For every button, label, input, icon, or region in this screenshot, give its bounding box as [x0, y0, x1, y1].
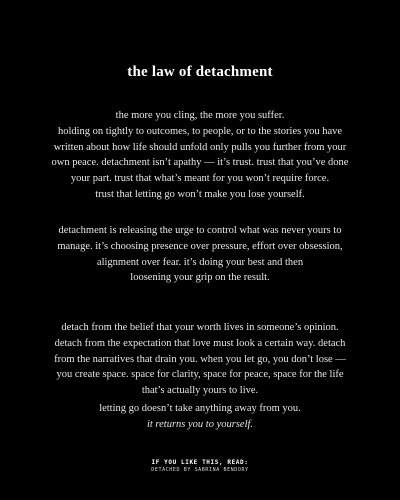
paragraph-line: that’s actually yours to live.	[141, 385, 259, 397]
read-prompt: IF YOU LIKE THIS, READ:	[151, 459, 249, 466]
paragraph-line: detach from the expectation that love must look a certain way. detach	[54, 337, 346, 349]
paragraph-2	[0, 223, 400, 286]
closing-line: it returns you to yourself.	[146, 418, 254, 430]
paragraph-1	[0, 108, 400, 203]
paragraph-line: from the narratives that drain you. when you let go, you don’t lose —	[54, 353, 346, 365]
paragraph-line: own peace. detachment isn’t apathy — it’s trust. trust that you’ve done	[51, 157, 349, 169]
page-title: the law of detachment	[127, 64, 273, 80]
book-credit: DETACHED BY SABRINA BENDORY	[151, 467, 249, 473]
paragraph-4	[0, 401, 400, 433]
paragraph-line: trust that letting go won’t make you lose yourself.	[95, 188, 305, 200]
paragraph-line: letting go doesn’t take anything away from you.	[99, 403, 301, 414]
paragraph-line: the more you cling, the more you suffer.	[115, 110, 285, 121]
paragraph-line: alignment over fear. it’s doing your best and then	[96, 256, 304, 268]
paragraph-line: holding on tightly to outcomes, to people, or to the stories you have	[57, 125, 343, 137]
paragraph-line: your part. trust that what’s meant for you won’t require force.	[70, 173, 330, 185]
paragraph-line: loosening your grip on the result.	[130, 272, 270, 284]
paragraph-line: manage. it’s choosing presence over pressure, effort over obsession,	[57, 240, 343, 252]
paragraph-3	[0, 320, 400, 399]
paragraph-line: written about how life should unfold only pulls you further from your	[53, 141, 347, 153]
paragraph-line: you create space. space for clarity, space for peace, space for the life	[56, 369, 344, 381]
paragraph-line: detach from the belief that your worth lives in someone’s opinion.	[61, 322, 339, 333]
paragraph-line: detachment is releasing the urge to control what was never yours to	[58, 225, 342, 236]
